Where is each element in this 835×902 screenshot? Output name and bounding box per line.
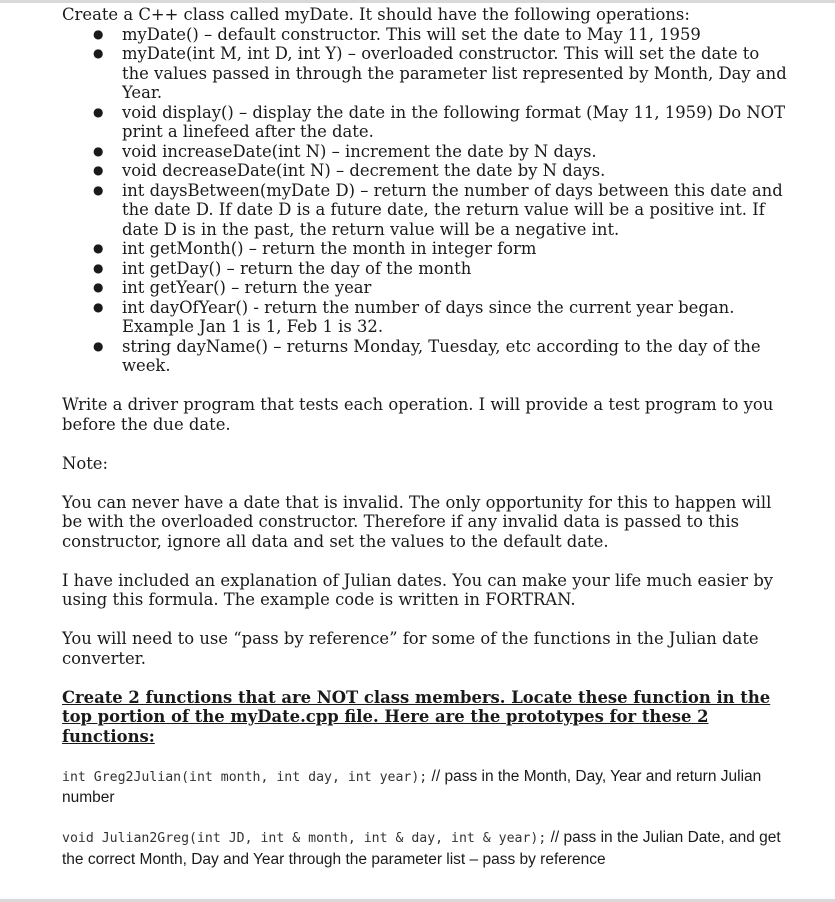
intro-text: Create a C++ class called myDate. It should have the following operations:: [62, 5, 690, 24]
list-item: ● int dayOfYear() - return the number of days since the current year began. Example Jan 1 is 1, Feb 1 is 32.: [93, 297, 735, 336]
spacer: [62, 668, 787, 688]
invalid-date-paragraph: You can never have a date that is invalid. The only opportunity for this to happen will be with the overloaded constructor. Therefore if any invalid data is passed to this constructor, ignore all data and set the values to the default date.: [62, 492, 772, 551]
spacer: [62, 610, 787, 630]
prototype-julian2greg: [62, 827, 787, 869]
note-label: Note:: [62, 453, 109, 473]
code-snippet: int Greg2Julian(int month, int day, int year);: [62, 769, 428, 785]
code-snippet: void Julian2Greg(int JD, int & month, int & day, int & year);: [62, 831, 547, 846]
list-item: ● myDate() – default constructor. This will set the date to May 11, 1959: [93, 24, 701, 44]
spacer: [62, 808, 787, 828]
bullet-icon: ●: [93, 104, 104, 119]
bullet-icon: ●: [93, 26, 104, 41]
list-item: ● int getYear() – return the year: [93, 278, 372, 297]
spacer: [62, 746, 787, 766]
list-item: ● int getMonth() – return the month in integer form: [93, 239, 537, 258]
bullet-icon: ●: [93, 163, 104, 177]
bullet-icon: ●: [93, 338, 104, 353]
bullet-icon: ●: [93, 46, 104, 60]
operations-list: [62, 25, 787, 376]
document-body: [62, 5, 787, 869]
bullet-icon: ●: [93, 182, 104, 197]
top-border: [0, 0, 835, 3]
bullet-icon: ●: [93, 299, 104, 314]
list-item: ● string dayName() – returns Monday, Tuesday, etc according to the day of the week.: [93, 336, 761, 375]
bullet-icon: ●: [93, 280, 104, 294]
list-item: ● int getDay() – return the day of the month: [93, 258, 472, 278]
driver-paragraph: Write a driver program that tests each operation. I will provide a test program to you before the due date.: [62, 395, 774, 434]
julian-paragraph: I have included an explanation of Julian dates. You can make your life much easier by using this formula. The example code is written in FORTRAN.: [62, 570, 774, 609]
section-heading: Create 2 functions that are NOT class members. Locate these function in the top portion of the myDate.cpp file. Here are the prototypes for these 2 functions:: [62, 687, 771, 746]
list-item: ● void decreaseDate(int N) – decrement the date by N days.: [93, 161, 606, 180]
bullet-icon: ●: [93, 241, 104, 255]
list-item: ● myDate(int M, int D, int Y) – overloaded constructor. This will set the date to the values passed in through the parameter list represented by Month, Day and Year.: [93, 44, 787, 102]
spacer: [62, 434, 787, 454]
spacer: [62, 551, 787, 571]
bullet-icon: ●: [93, 143, 104, 158]
list-item: ● int daysBetween(myDate D) – return the number of days between this date and the date D. If date D is a future date, the return value will be a positive int. If date D is in the past, the return value will be a negative int.: [93, 180, 783, 239]
prototype-greg2julian: [62, 766, 787, 808]
spacer: [62, 473, 787, 493]
spacer: [62, 376, 787, 396]
code-comment: // pass in the Month, Day, Year and return Julian number: [62, 767, 762, 806]
list-item: ● void display() – display the date in the following format (May 11, 1959) Do NOT print a linefeed after the date.: [93, 102, 786, 141]
code-comment: // pass in the Julian Date, and get the correct Month, Day and Year through the parameter list – pass by reference: [62, 829, 781, 868]
pass-by-reference-paragraph: You will need to use “pass by reference” for some of the functions in the Julian date converter.: [62, 629, 759, 668]
bullet-icon: ●: [93, 260, 104, 275]
list-item: ● void increaseDate(int N) – increment the date by N days.: [93, 141, 597, 161]
